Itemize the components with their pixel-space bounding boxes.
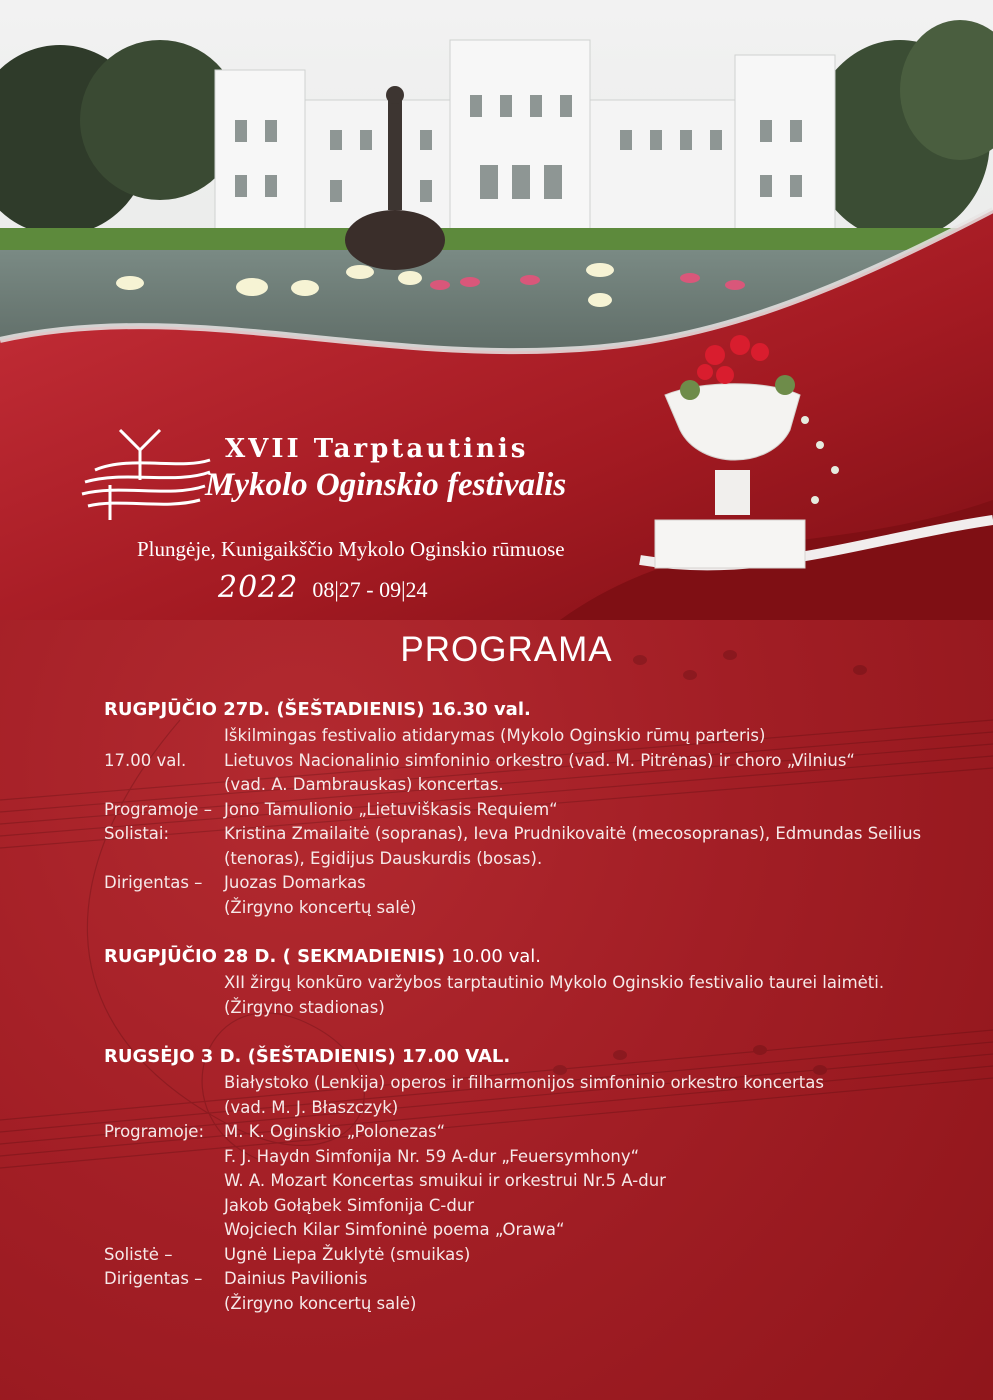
program-row (104, 1096, 964, 1121)
row-label: Programoje – (104, 799, 212, 819)
program-row (104, 1145, 964, 1170)
row-label (104, 773, 224, 798)
row-text: Kristina Zmailaitė (sopranas), Ieva Prudnikovaitė (mecosopranas), Edmundas Seilius (224, 824, 922, 843)
row-text: Dainius Pavilionis (224, 1269, 368, 1288)
program-row (104, 1194, 964, 1219)
row-label: Solistai: (104, 824, 170, 843)
row-label (104, 1145, 224, 1170)
program-day-3 (104, 1043, 964, 1316)
program-list (104, 696, 964, 1316)
venue-text: Plungėje, Kunigaikščio Mykolo Oginskio rūmuose (137, 537, 565, 561)
row-label (104, 1194, 224, 1219)
festival-title-line1: XVII Tarptautinis (225, 434, 529, 464)
row-text: M. K. Oginskio „Polonezas“ (224, 1122, 446, 1141)
program-row (104, 871, 964, 896)
program-row (104, 971, 964, 996)
row-text: Ugnė Liepa Žuklytė (smuikas) (224, 1244, 471, 1264)
program-row (104, 1218, 964, 1243)
row-label (104, 971, 224, 996)
program-day-1 (104, 696, 964, 920)
row-text: Iškilmingas festivalio atidarymas (Mykolo Oginskio rūmų parteris) (224, 726, 766, 745)
row-text: Jono Tamulionio „Lietuviškasis Requiem“ (224, 799, 558, 819)
row-text: Lietuvos Nacionalinio simfoninio orkestro (vad. M. Pitrėnas) ir choro „Vilnius“ (224, 750, 855, 770)
row-label: Dirigentas – (104, 873, 203, 892)
row-text: Jakob Gołąbek Simfonija C-dur (224, 1195, 475, 1215)
spacer (104, 1020, 964, 1043)
program-row (104, 1292, 964, 1317)
row-text: (Žirgyno koncertų salė) (224, 1293, 417, 1313)
row-text: F. J. Haydn Simfonija Nr. 59 A-dur „Feuersymhony“ (224, 1146, 640, 1166)
row-text: (Žirgyno stadionas) (224, 997, 385, 1017)
spacer (104, 920, 964, 943)
program-row (104, 1243, 964, 1268)
row-text: Juozas Domarkas (224, 873, 366, 892)
festival-title-line2: Mykolo Oginskio festivalis (205, 467, 567, 503)
row-text: W. A. Mozart Koncertas smuikui ir orkestrui Nr.5 A-dur (224, 1171, 666, 1190)
row-label: Programoje: (104, 1122, 205, 1141)
program-row (104, 749, 964, 774)
row-label (104, 1071, 224, 1096)
row-text: (vad. M. J. Błaszczyk) (224, 1097, 399, 1117)
row-text: XII žirgų konkūro varžybos tarptautinio Mykolo Oginskio festivalio taurei laimėti. (224, 973, 885, 992)
row-text: (vad. A. Dambrauskas) koncertas. (224, 775, 504, 794)
row-label (104, 1292, 224, 1317)
row-label: Solistė – (104, 1244, 173, 1264)
row-label (104, 1169, 224, 1194)
date-line (218, 570, 598, 605)
program-row (104, 1169, 964, 1194)
day-2-heading-bold: RUGPJŪČIO 28 D. ( SEKMADIENIS) (104, 946, 446, 967)
day-1-heading: RUGPJŪČIO 27D. (ŠEŠTADIENIS) 16.30 val. (104, 699, 531, 720)
day-2-heading-time: 10.00 val. (451, 946, 541, 967)
program-title: PROGRAMA (400, 630, 613, 669)
program-row (104, 798, 964, 823)
row-text: (Žirgyno koncertų salė) (224, 897, 417, 917)
program-row (104, 847, 964, 872)
year-text: 2022 (218, 570, 299, 605)
palace-photo (0, 0, 993, 620)
program-row (104, 1267, 964, 1292)
row-label: 17.00 val. (104, 750, 187, 770)
row-label (104, 724, 224, 749)
day-3-heading: RUGSĖJO 3 D. (ŠEŠTADIENIS) 17.00 VAL. (104, 1046, 511, 1067)
program-row (104, 1071, 964, 1096)
row-label: Dirigentas – (104, 1269, 203, 1288)
program-row (104, 822, 964, 847)
program-row (104, 773, 964, 798)
program-row (104, 896, 964, 921)
row-label (104, 1096, 224, 1121)
row-label (104, 1218, 224, 1243)
date-range: 08|27 - 09|24 (312, 577, 428, 602)
program-row (104, 724, 964, 749)
row-label (104, 996, 224, 1021)
row-text: (tenoras), Egidijus Dauskurdis (bosas). (224, 848, 543, 868)
row-label (104, 847, 224, 872)
row-label (104, 896, 224, 921)
row-text: Wojciech Kilar Simfoninė poema „Orawa“ (224, 1220, 565, 1239)
program-row (104, 996, 964, 1021)
program-day-2 (104, 943, 964, 1020)
day-2-heading (104, 943, 964, 971)
program-row (104, 1120, 964, 1145)
row-text: Białystoko (Lenkija) operos ir filharmonijos simfoninio orkestro koncertas (224, 1073, 824, 1092)
